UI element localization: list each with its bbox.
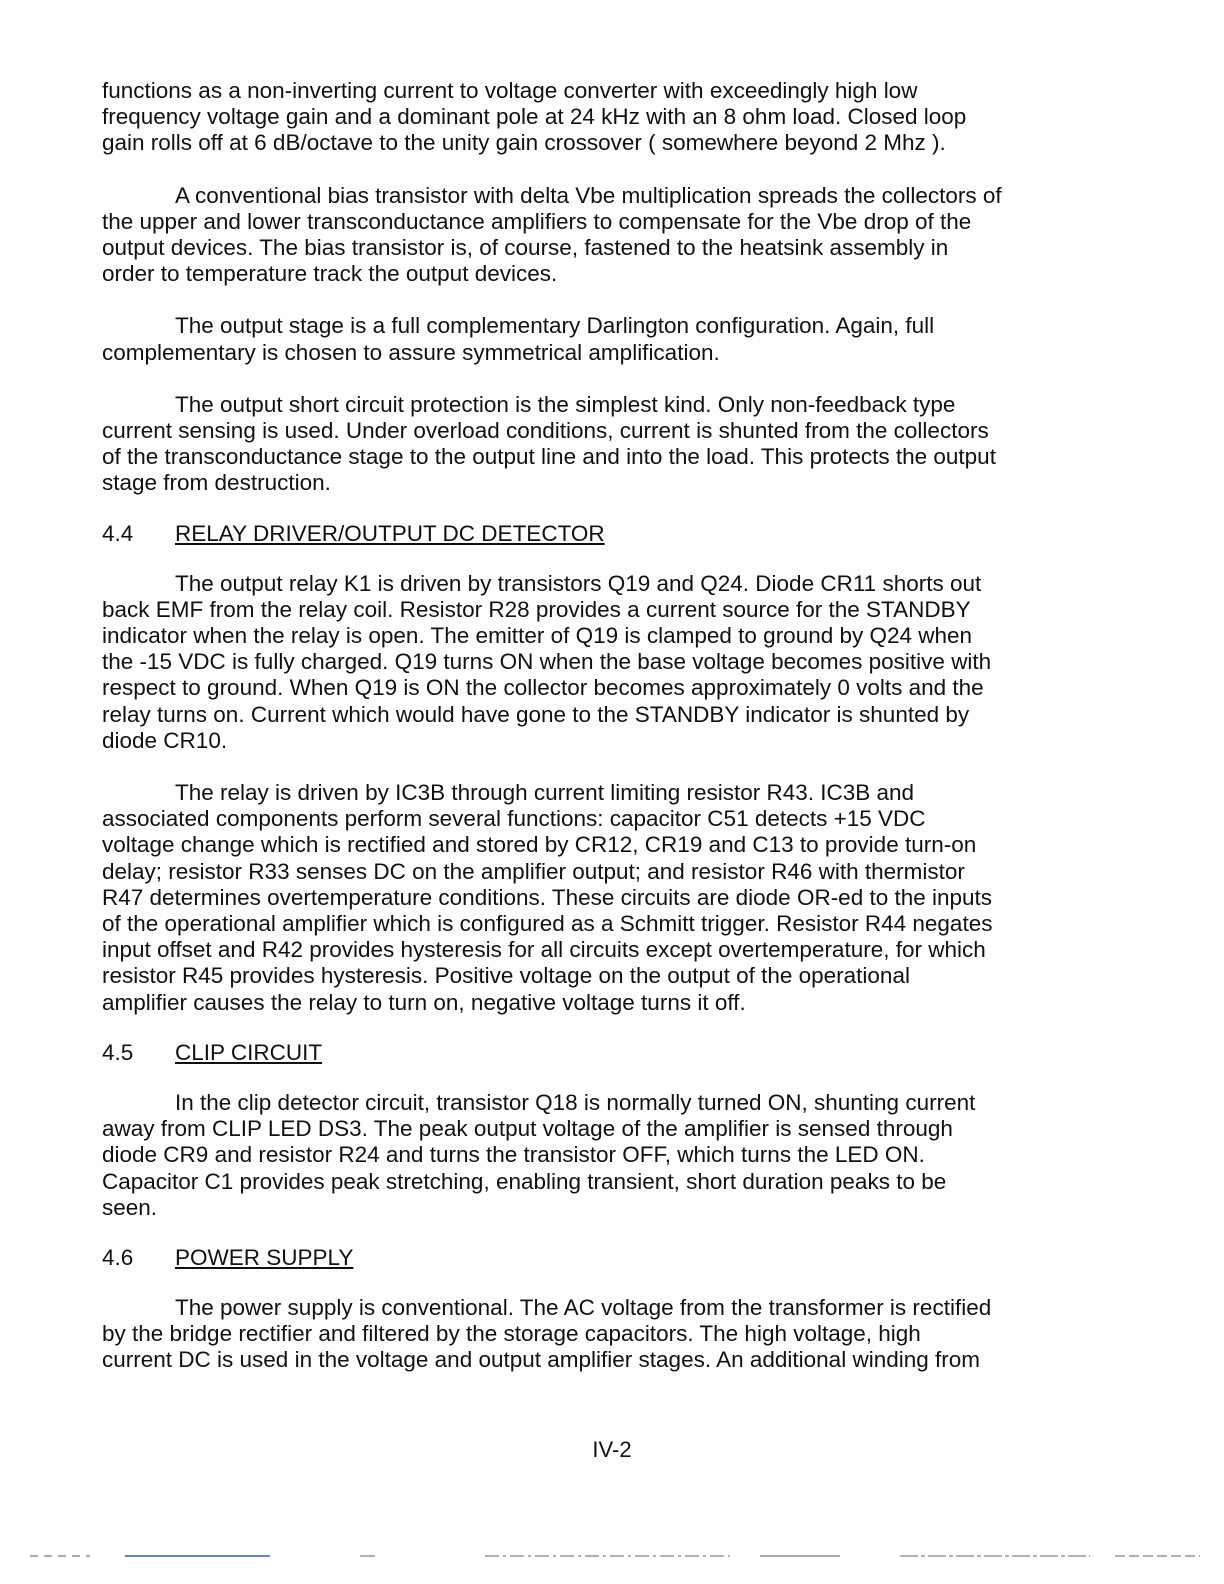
section-title: CLIP CIRCUIT (175, 1039, 323, 1065)
clip-circuit-paragraph: In the clip detector circuit, transistor Q18 is normally turned ON, shunting current away from CLIP LED DS3. The peak output voltage of the amplifier is sensed through diode CR9 and resistor R24 and turns the transistor OFF, which turns the LED ON. Capacitor C1 provides peak stretching, enabling transient, short duration peaks to be seen. (102, 1089, 976, 1220)
relay-driver-paragraph-1: The output relay K1 is driven by transistors Q19 and Q24. Diode CR11 shorts out back EMF from the relay coil. Resistor R28 provides a current source for the STANDBY indicator when the relay is open. The emitter of Q19 is clamped to ground by Q24 when the -15 VDC is fully charged. Q19 turns ON when the base voltage becomes positive with respect to ground. When Q19 is ON the collector becomes approximately 0 volts and the relay turns on. Current which would have gone to the STANDBY indicator is shunted by diode CR10. (102, 570, 992, 753)
section-number: 4.5 (102, 1039, 134, 1065)
intro-paragraph: functions as a non-inverting current to voltage converter with exceedingly high low frequency voltage gain and a dominant pole at 24 kHz with an 8 ohm load. Closed loop gain rolls off at 6 dB/octave to the unity gain crossover ( somewhere beyond 2 Mhz ). (102, 78, 967, 156)
protection-paragraph: The output short circuit protection is the simplest kind. Only non-feedback type current sensing is used. Under overload conditions, current is shunted from the collectors of the transconductance stage to the output line and into the load. This protects the output stage from destruction. (102, 391, 996, 496)
output-stage-paragraph: The output stage is a full complementary Darlington configuration. Again, full complementary is chosen to assure symmetrical amplification. (102, 313, 935, 365)
section-4-5-heading (102, 1040, 1072, 1066)
bias-paragraph: A conventional bias transistor with delta Vbe multiplication spreads the collectors of the upper and lower transconductance amplifiers to compensate for the Vbe drop of the output devices. The bias transistor is, of course, fastened to the heatsink assembly in order to temperature track the output devices. (102, 182, 1002, 287)
section-number: 4.6 (102, 1244, 134, 1270)
document-body (102, 78, 1072, 1398)
relay-driver-paragraph-2: The relay is driven by IC3B through current limiting resistor R43. IC3B and associated components perform several functions: capacitor C51 detects +15 VDC voltage change which is rectified and stored by CR12, CR19 and C13 to provide turn-on delay; resistor R33 senses DC on the amplifier output; and resistor R46 with thermistor R47 determines overtemperature conditions. These circuits are diode OR-ed to the inputs of the operational amplifier which is configured as a Schmitt trigger. Resistor R44 negates input offset and R42 provides hysteresis for all circuits except overtemperature, for which resistor R45 provides hysteresis. Positive voltage on the output of the operational amplifier causes the relay to turn on, negative voltage turns it off. (102, 780, 993, 1015)
scan-artifact-line (30, 1552, 1200, 1560)
section-4-4-heading (102, 521, 1072, 547)
section-number: 4.4 (102, 520, 134, 546)
power-supply-paragraph: The power supply is conventional. The AC voltage from the transformer is rectified by the bridge rectifier and filtered by the storage capacitors. The high voltage, high current DC is used in the voltage and output amplifier stages. An additional winding from (102, 1294, 992, 1373)
section-4-6-heading (102, 1245, 1072, 1271)
section-title: RELAY DRIVER/OUTPUT DC DETECTOR (175, 520, 605, 546)
section-title: POWER SUPPLY (175, 1244, 354, 1270)
page-number: IV-2 (592, 1437, 632, 1462)
